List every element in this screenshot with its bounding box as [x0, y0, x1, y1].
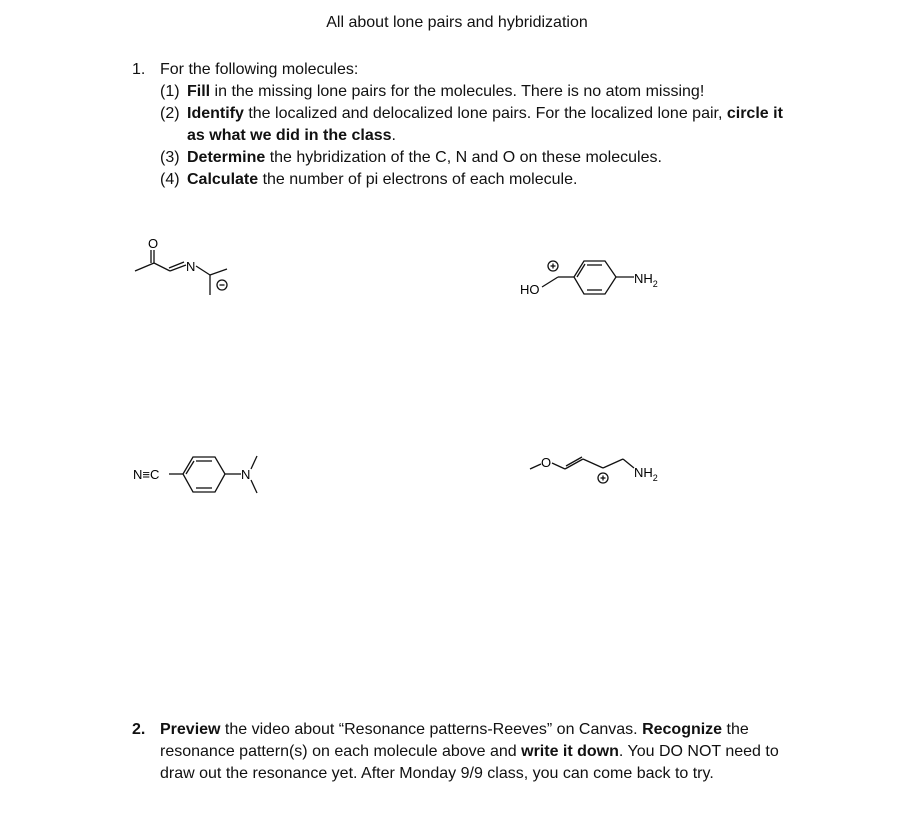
question-number: 1.: [132, 61, 146, 78]
amine-label: $NH_2$: [634, 465, 658, 483]
nitrogen-label: N: [186, 259, 196, 274]
question-intro: For the following molecules:: [160, 61, 359, 78]
oxygen-label: O: [148, 236, 159, 251]
oxygen-label: O: [541, 455, 552, 470]
nitrile-label: N≡C: [133, 467, 160, 482]
molecule-2-drawing: [510, 250, 680, 310]
question-2-text: Preview the video about “Resonance patterns-Reeves” on Canvas. Recognize the resonance pattern(s) on each molecule above and write it down. You DO NOT need to draw out the resonance yet. After Monday 9/9 class, you can come back to try.: [160, 721, 779, 782]
molecule-1-drawing: [125, 230, 255, 310]
hydroxyl-label: HO: [520, 282, 540, 297]
molecule-3-drawing: [125, 450, 275, 500]
nitrogen-label: N: [241, 467, 251, 482]
molecule-4-drawing: [525, 448, 675, 498]
question-number: 2.: [132, 721, 146, 738]
page-title: All about lone pairs and hybridization: [326, 14, 588, 31]
amine-label: $NH_2$: [634, 271, 658, 289]
